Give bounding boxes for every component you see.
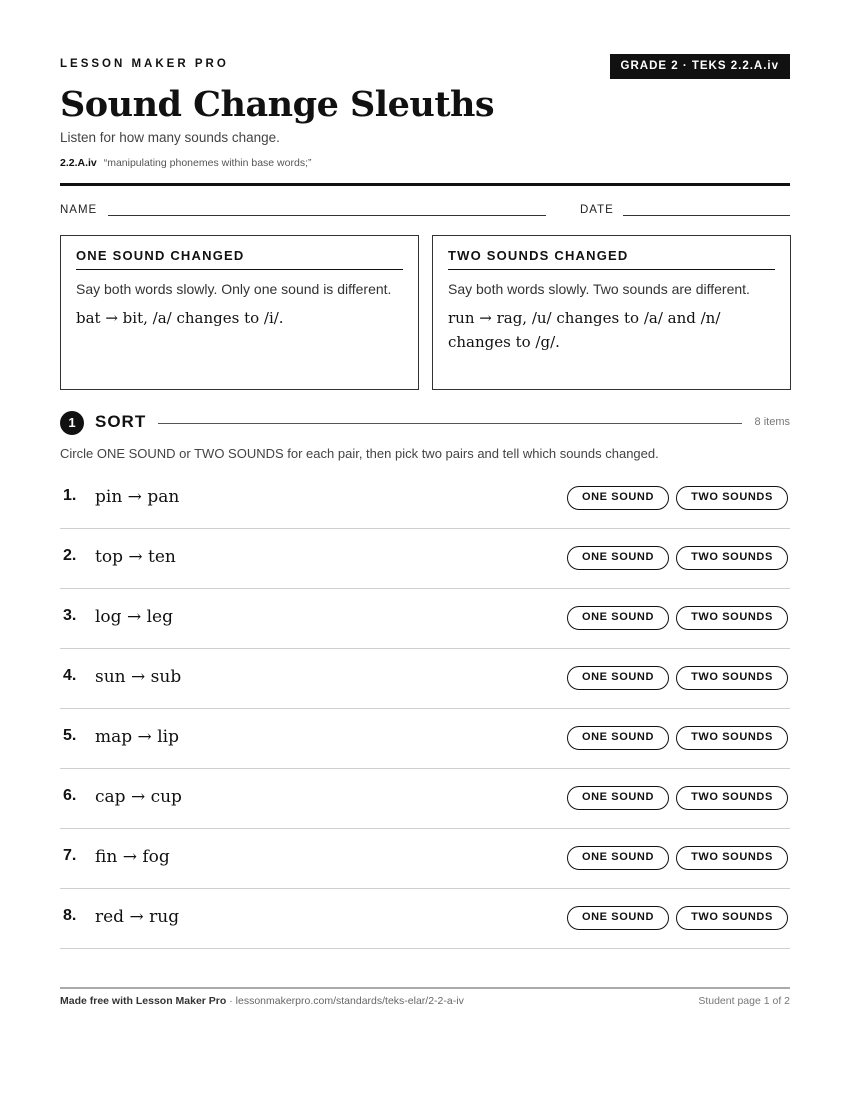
item-number: 3. [63,607,77,624]
item-number: 4. [63,667,77,684]
item-number: 2. [63,547,77,564]
brand-name: LESSON MAKER PRO [60,58,229,70]
grade-badge: GRADE 2 · TEKS 2.2.A.iv [610,54,790,79]
word-pair: top → ten [95,547,176,567]
section-title: SORT [95,412,147,431]
two-sounds-card [432,235,791,390]
item-number: 5. [63,727,77,744]
item-number: 6. [63,787,77,804]
page-indicator: Student page 1 of 2 [698,995,790,1007]
section-number-badge: 1 [60,411,84,435]
list-item [60,529,790,589]
footer-credit [60,995,464,1007]
word-pair: fin → fog [95,847,170,867]
two-sounds-option[interactable]: TWO SOUNDS [676,666,788,690]
word-pair: pin → pan [95,487,180,507]
two-sounds-option[interactable]: TWO SOUNDS [676,606,788,630]
word-pair: red → rug [95,907,180,927]
two-sounds-option[interactable]: TWO SOUNDS [676,546,788,570]
one-sound-option[interactable]: ONE SOUND [567,786,669,810]
footer-made-with: Made free with Lesson Maker Pro [60,995,227,1007]
card-example: bat → bit, /a/ changes to /i/. [76,309,284,327]
one-sound-option[interactable]: ONE SOUND [567,486,669,510]
one-sound-option[interactable]: ONE SOUND [567,666,669,690]
standard-text: “manipulating phonemes within base words;” [103,157,312,169]
one-sound-card [60,235,419,390]
one-sound-option[interactable]: ONE SOUND [567,726,669,750]
two-sounds-option[interactable]: TWO SOUNDS [676,846,788,870]
list-item [60,709,790,769]
item-number: 8. [63,907,77,924]
item-number: 7. [63,847,77,864]
card-title: TWO SOUNDS CHANGED [448,248,775,270]
name-field[interactable] [108,215,546,216]
card-text: Say both words slowly. Only one sound is different. [76,281,392,297]
card-example: run → rag, /u/ changes to /a/ and /n/ changes to /g/. [448,309,721,351]
standard-reference [60,157,311,169]
footer-url[interactable]: · lessonmakerpro.com/standards/teks-elar/2-2-a-iv [226,995,464,1007]
section-divider [158,423,742,424]
list-item [60,469,790,529]
list-item [60,769,790,829]
name-label: NAME [60,204,98,216]
worksheet-title: Sound Change Sleuths [60,84,495,125]
date-field[interactable] [623,215,790,216]
two-sounds-option[interactable]: TWO SOUNDS [676,486,788,510]
item-count: 8 items [754,416,790,428]
word-pair: log → leg [95,607,173,627]
header-divider [60,183,790,186]
list-item [60,589,790,649]
word-pair: sun → sub [95,667,182,687]
item-number: 1. [63,487,77,504]
list-item [60,889,790,949]
one-sound-option[interactable]: ONE SOUND [567,606,669,630]
standard-code: 2.2.A.iv [60,157,97,169]
worksheet-page [60,0,790,1100]
two-sounds-option[interactable]: TWO SOUNDS [676,906,788,930]
one-sound-option[interactable]: ONE SOUND [567,906,669,930]
item-list [60,469,790,949]
worksheet-subtitle: Listen for how many sounds change. [60,130,280,145]
list-item [60,649,790,709]
two-sounds-option[interactable]: TWO SOUNDS [676,726,788,750]
one-sound-option[interactable]: ONE SOUND [567,546,669,570]
section-instructions: Circle ONE SOUND or TWO SOUNDS for each pair, then pick two pairs and tell which sounds changed. [60,446,659,461]
word-pair: cap → cup [95,787,182,807]
list-item [60,829,790,889]
card-text: Say both words slowly. Two sounds are different. [448,281,750,297]
two-sounds-option[interactable]: TWO SOUNDS [676,786,788,810]
word-pair: map → lip [95,727,179,747]
one-sound-option[interactable]: ONE SOUND [567,846,669,870]
card-title: ONE SOUND CHANGED [76,248,403,270]
footer-divider [60,987,790,989]
date-label: DATE [580,204,614,216]
